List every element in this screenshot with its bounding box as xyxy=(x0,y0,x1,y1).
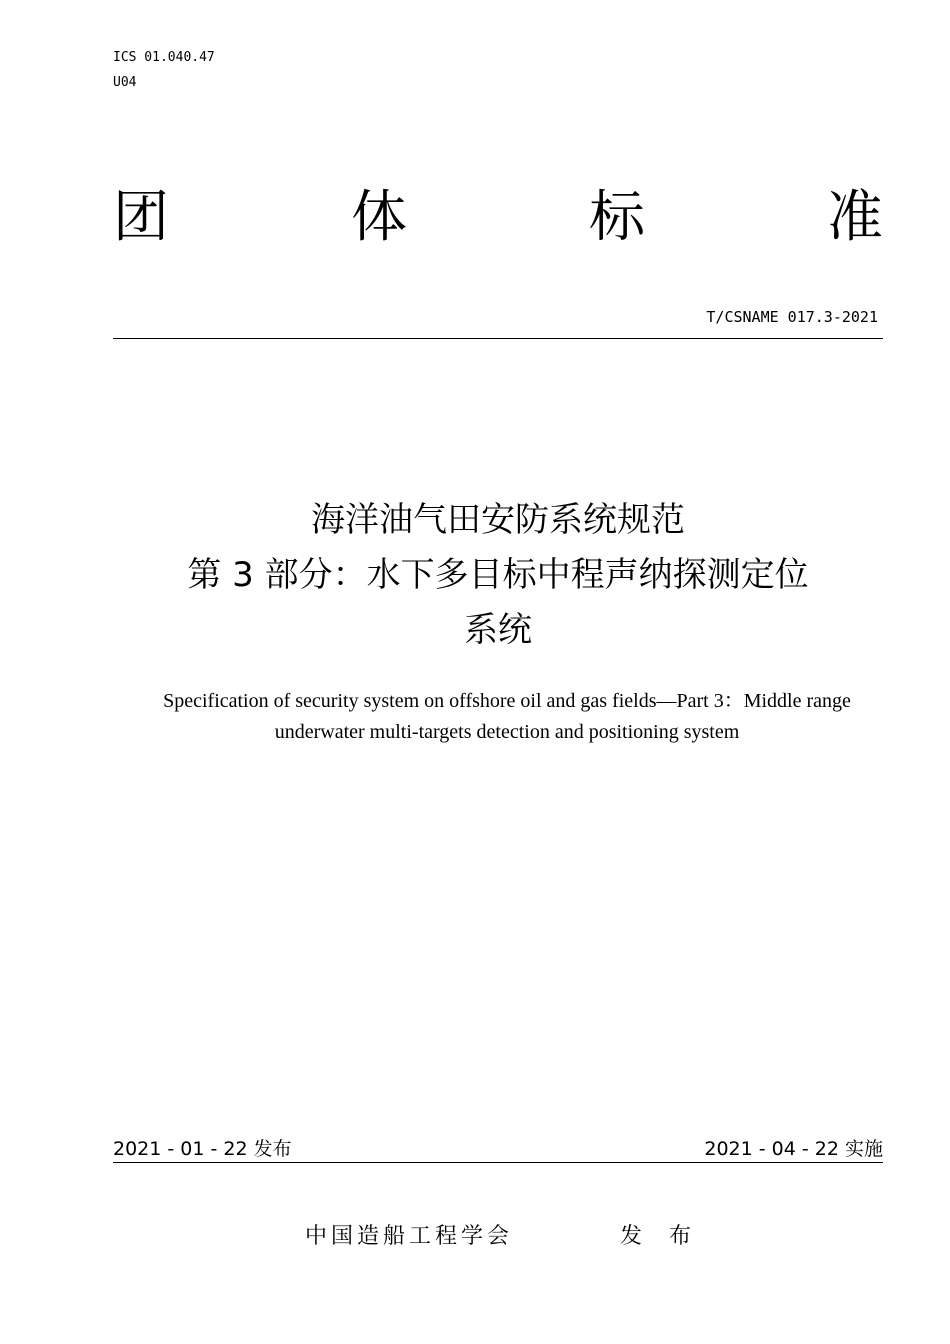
chinese-title xyxy=(113,493,883,658)
ics-code: ICS 01.040.47 xyxy=(113,50,215,65)
english-title xyxy=(113,686,901,748)
english-title-line: Specification of security system on offshore oil and gas fields—Part 3：Middle range xyxy=(163,690,851,712)
doc-type-char: 标 xyxy=(589,185,645,250)
publish-label: 发 布 xyxy=(620,1224,701,1249)
implementation-date: 2021 - 04 - 22 实施 xyxy=(704,1138,883,1160)
bottom-divider xyxy=(113,1162,883,1163)
issue-date: 2021 - 01 - 22 发布 xyxy=(113,1138,292,1160)
standard-number: T/CSNAME 017.3-2021 xyxy=(706,308,878,326)
english-title-line: underwater multi-targets detection and positioning system xyxy=(274,721,740,743)
chinese-title-line: 第 3 部分：水下多目标中程声纳探测定位 xyxy=(187,555,809,595)
publisher-name: 中国造船工程学会 xyxy=(305,1224,514,1249)
chinese-title-line: 系统 xyxy=(464,610,532,650)
doc-type-char: 体 xyxy=(351,185,407,250)
document-type-heading xyxy=(113,183,883,253)
top-divider xyxy=(113,338,883,339)
doc-type-char: 团 xyxy=(113,185,169,250)
doc-type-char: 准 xyxy=(827,185,883,250)
chinese-title-line: 海洋油气田安防系统规范 xyxy=(311,500,685,540)
classification-code: U04 xyxy=(113,75,137,90)
